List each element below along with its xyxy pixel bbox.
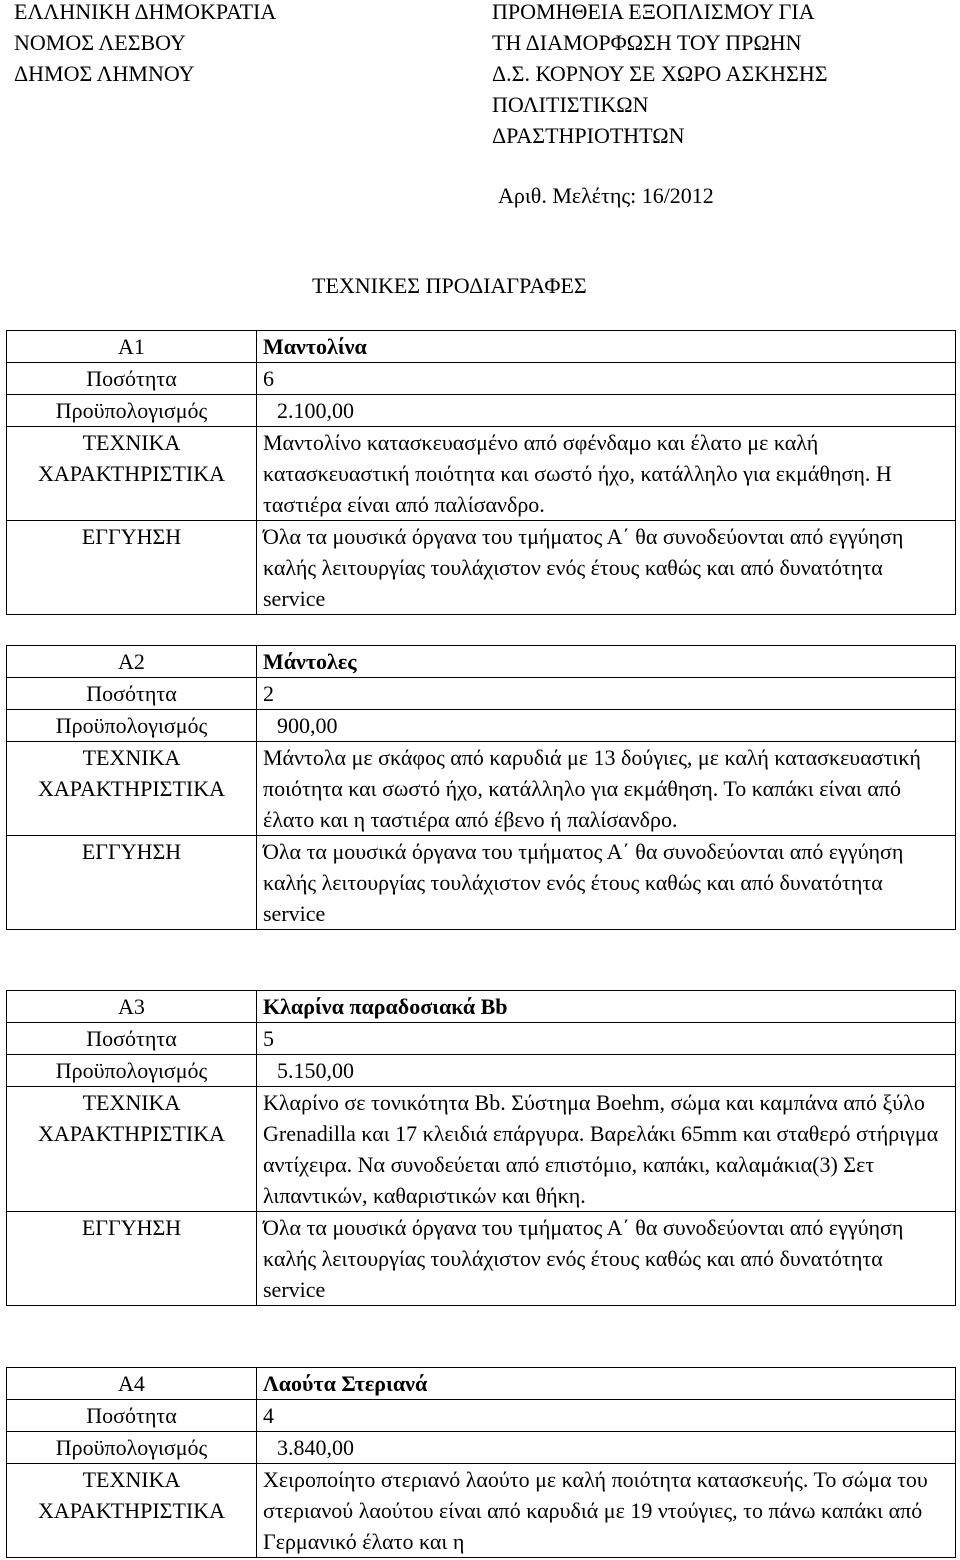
header-left-line: ΕΛΛΗΝΙΚΗ ΔΗΜΟΚΡΑΤΙΑ [14, 0, 277, 24]
quantity-label: Ποσότητα [7, 678, 257, 710]
tech-label [7, 1464, 257, 1558]
budget-label: Προϋπολογισμός [7, 1432, 257, 1464]
header-right-line: ΤΗ ΔΙΑΜΟΡΦΩΣΗ ΤΟΥ ΠΡΩΗΝ [492, 30, 802, 55]
tech-description: Χειροποίητο στεριανό λαούτο με καλή ποιότητα κατασκευής. Το σώμα του στεριανού λαούτου είναι από καρυδιά με 19 ντούγιες, το πάνω καπάκι από Γερμανικό έλατο και η [257, 1464, 956, 1558]
tech-label-line: ΧΑΡΑΚΤΗΡΙΣΤΙΚΑ [37, 1121, 226, 1146]
warranty-label: ΕΓΓΥΗΣΗ [7, 1212, 257, 1306]
warranty-text: Όλα τα μουσικά όργανα του τμήματος Α΄ θα συνοδεύονται από εγγύηση καλής λειτουργίας τουλάχιστον ενός έτους καθώς και από δυνατότητα service [257, 836, 956, 930]
quantity-label: Ποσότητα [7, 1400, 257, 1432]
warranty-text: Όλα τα μουσικά όργανα του τμήματος Α΄ θα συνοδεύονται από εγγύηση καλής λειτουργίας τουλάχιστον ενός έτους καθώς και από δυνατότητα service [257, 1212, 956, 1306]
tech-label-line: ΧΑΡΑΚΤΗΡΙΣΤΙΚΑ [37, 461, 226, 486]
tech-label-line: ΤΕΧΝΙΚΑ [82, 745, 181, 770]
item-name: Λαούτα Στεριανά [257, 1368, 956, 1400]
budget-value: 3.840,00 [257, 1432, 956, 1464]
header-right-line: ΠΡΟΜΗΘΕΙΑ ΕΞΟΠΛΙΣΜΟΥ ΓΙΑ [492, 0, 815, 24]
warranty-text: Όλα τα μουσικά όργανα του τμήματος Α΄ θα συνοδεύονται από εγγύηση καλής λειτουργίας τουλάχιστον ενός έτους καθώς και από δυνατότητα service [257, 521, 956, 615]
quantity-label: Ποσότητα [7, 1023, 257, 1055]
budget-value: 2.100,00 [257, 395, 956, 427]
budget-label: Προϋπολογισμός [7, 1055, 257, 1087]
quantity-value: 4 [257, 1400, 956, 1432]
header-left-line: ΔΗΜΟΣ ΛΗΜΝΟΥ [14, 61, 195, 86]
item-name: Μαντολίνα [257, 331, 956, 363]
quantity-value: 6 [257, 363, 956, 395]
budget-label: Προϋπολογισμός [7, 710, 257, 742]
tech-label-line: ΧΑΡΑΚΤΗΡΙΣΤΙΚΑ [37, 776, 226, 801]
tech-label [7, 742, 257, 836]
header-right-line: Δ.Σ. ΚΟΡΝΟΥ ΣΕ ΧΩΡΟ ΑΣΚΗΣΗΣ [492, 61, 828, 86]
item-code: Α1 [7, 331, 257, 363]
tech-label-line: ΤΕΧΝΙΚΑ [82, 1467, 181, 1492]
warranty-label: ΕΓΓΥΗΣΗ [7, 836, 257, 930]
budget-value: 900,00 [257, 710, 956, 742]
tech-label [7, 1087, 257, 1212]
tech-description: Κλαρίνο σε τονικότητα Bb. Σύστημα Boehm, σώμα και καμπάνα από ξύλο Grenadilla και 17 κλειδιά επάργυρα. Βαρελάκι 65mm και σταθερό στήριγμα αντίχειρα. Να συνοδεύεται από επιστόμιο, καπάκι, καλαμάκια(3) Σετ λιπαντικών, καθαριστικών και θήκη. [257, 1087, 956, 1212]
tech-label-line: ΤΕΧΝΙΚΑ [82, 430, 181, 455]
header-right-line: ΠΟΛΙΤΙΣΤΙΚΩΝ [492, 92, 649, 117]
tech-description: Μαντολίνο κατασκευασμένο από σφένδαμο και έλατο με καλή κατασκευαστική ποιότητα και σωστό ήχο, κατάλληλο για εκμάθηση. Η ταστιέρα είναι από παλίσανδρο. [257, 427, 956, 521]
tech-label-line: ΤΕΧΝΙΚΑ [82, 1090, 181, 1115]
header-right-line: ΔΡΑΣΤΗΡΙΟΤΗΤΩΝ [492, 123, 685, 148]
study-reference: Αριθ. Μελέτης: 16/2012 [498, 183, 714, 208]
spec-title: ΤΕΧΝΙΚΕΣ ΠΡΟΔΙΑΓΡΑΦΕΣ [312, 273, 587, 298]
header-right [492, 0, 942, 151]
tech-label [7, 427, 257, 521]
header-left-line: ΝΟΜΟΣ ΛΕΣΒΟΥ [14, 30, 186, 55]
quantity-value: 5 [257, 1023, 956, 1055]
tech-label-line: ΧΑΡΑΚΤΗΡΙΣΤΙΚΑ [37, 1498, 226, 1523]
item-table [6, 1367, 956, 1558]
item-table [6, 990, 956, 1306]
tech-description: Μάντολα με σκάφος από καρυδιά με 13 δούγιες, με καλή κατασκευαστική ποιότητα και σωστό ήχο, κατάλληλο για εκμάθηση. Το καπάκι είναι από έλατο και η ταστιέρα από έβενο ή παλίσανδρο. [257, 742, 956, 836]
item-code: Α4 [7, 1368, 257, 1400]
item-name: Μάντολες [257, 646, 956, 678]
item-table [6, 645, 956, 930]
warranty-label: ΕΓΓΥΗΣΗ [7, 521, 257, 615]
quantity-value: 2 [257, 678, 956, 710]
header-left [14, 0, 394, 89]
budget-value: 5.150,00 [257, 1055, 956, 1087]
item-table [6, 330, 956, 615]
item-name: Κλαρίνα παραδοσιακά Bb [257, 991, 956, 1023]
item-code: Α2 [7, 646, 257, 678]
quantity-label: Ποσότητα [7, 363, 257, 395]
item-code: Α3 [7, 991, 257, 1023]
budget-label: Προϋπολογισμός [7, 395, 257, 427]
